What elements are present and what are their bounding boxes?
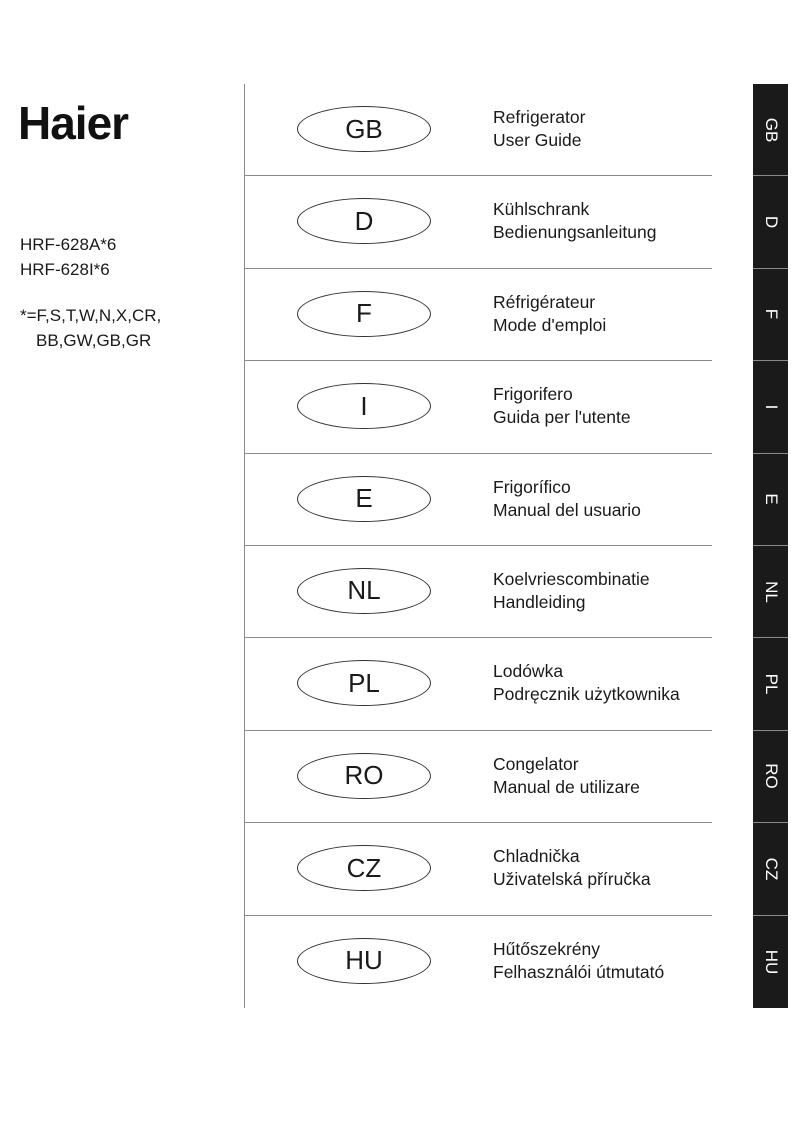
- thumb-tab-d: [753, 176, 788, 268]
- guide-title: Felhasználói útmutató: [493, 961, 665, 982]
- thumb-tab-label: F: [761, 309, 781, 320]
- product-title: Frigorífico: [493, 476, 571, 497]
- language-titles: [493, 106, 585, 152]
- language-row-d: [245, 176, 712, 268]
- thumb-tab-label: CZ: [761, 857, 781, 881]
- language-row-i: [245, 361, 712, 453]
- language-code-oval: F: [297, 291, 431, 337]
- product-title: Chladnička: [493, 846, 580, 867]
- product-title: Frigorifero: [493, 384, 573, 405]
- language-code-oval: CZ: [297, 845, 431, 891]
- thumb-tab-hu: [753, 916, 788, 1008]
- thumb-tab-pl: [753, 638, 788, 730]
- guide-title: Uživatelská příručka: [493, 869, 651, 890]
- thumb-tab-cz: [753, 823, 788, 915]
- guide-title: Bedienungsanleitung: [493, 222, 657, 243]
- guide-title: Manual del usuario: [493, 499, 641, 520]
- thumb-tab-e: [753, 454, 788, 546]
- product-title: Réfrigérateur: [493, 291, 596, 312]
- product-title: Congelator: [493, 753, 579, 774]
- language-row-e: [245, 454, 712, 546]
- language-row-hu: [245, 916, 712, 1008]
- language-titles: [493, 753, 640, 799]
- thumb-tab-label: D: [761, 215, 781, 229]
- language-code-oval: D: [297, 198, 431, 244]
- thumb-tab-label: HU: [761, 949, 781, 974]
- guide-title: User Guide: [493, 130, 582, 150]
- language-code-oval: HU: [297, 938, 431, 984]
- thumb-tab-ro: [753, 731, 788, 823]
- language-titles: [493, 845, 651, 891]
- language-row-nl: [245, 546, 712, 638]
- guide-title: Manual de utilizare: [493, 776, 640, 797]
- language-code-oval: GB: [297, 106, 431, 152]
- model-number: HRF-628A*6: [20, 235, 117, 254]
- model-number: HRF-628I*6: [20, 260, 110, 279]
- language-row-ro: [245, 731, 712, 823]
- variant-line: BB,GW,GB,GR: [36, 331, 152, 350]
- thumb-tab-gb: [753, 84, 788, 176]
- language-code-oval: I: [297, 383, 431, 429]
- language-table: [245, 84, 712, 1008]
- thumb-tab-label: RO: [761, 763, 781, 790]
- language-titles: [493, 660, 680, 706]
- product-title: Hűtőszekrény: [493, 938, 600, 959]
- variant-line: *=F,S,T,W,N,X,CR,: [20, 306, 162, 325]
- thumb-tab-nl: [753, 546, 788, 638]
- guide-title: Guida per l'utente: [493, 407, 631, 428]
- language-row-f: [245, 269, 712, 361]
- thumb-tab-f: [753, 269, 788, 361]
- language-code-oval: E: [297, 476, 431, 522]
- language-code-oval: RO: [297, 753, 431, 799]
- language-titles: [493, 383, 631, 429]
- guide-title: Podręcznik użytkownika: [493, 684, 680, 705]
- language-titles: [493, 198, 656, 244]
- variant-codes: [20, 303, 161, 353]
- product-title: Refrigerator: [493, 107, 586, 127]
- language-row-gb: [245, 84, 712, 176]
- thumb-tab-label: NL: [761, 580, 781, 603]
- thumb-tab-i: [753, 361, 788, 453]
- product-title: Kühlschrank: [493, 199, 590, 220]
- language-titles: [493, 291, 606, 337]
- product-title: Koelvriescombinatie: [493, 568, 650, 589]
- guide-title: Mode d'emploi: [493, 314, 607, 335]
- thumb-tab-label: I: [761, 404, 781, 410]
- thumb-tab-label: E: [761, 493, 781, 505]
- language-titles: [493, 938, 664, 984]
- language-code-oval: PL: [297, 660, 431, 706]
- thumb-tab-label: PL: [761, 673, 781, 695]
- model-list: [20, 232, 116, 282]
- product-title: Lodówka: [493, 661, 564, 682]
- thumb-tab-label: GB: [761, 117, 781, 142]
- haier-logo: Haier: [18, 97, 129, 149]
- language-row-cz: [245, 823, 712, 915]
- language-code-oval: NL: [297, 568, 431, 614]
- language-titles: [493, 476, 641, 522]
- language-row-pl: [245, 638, 712, 730]
- language-thumb-tabs: [753, 84, 788, 1008]
- language-titles: [493, 568, 650, 614]
- guide-title: Handleiding: [493, 591, 586, 612]
